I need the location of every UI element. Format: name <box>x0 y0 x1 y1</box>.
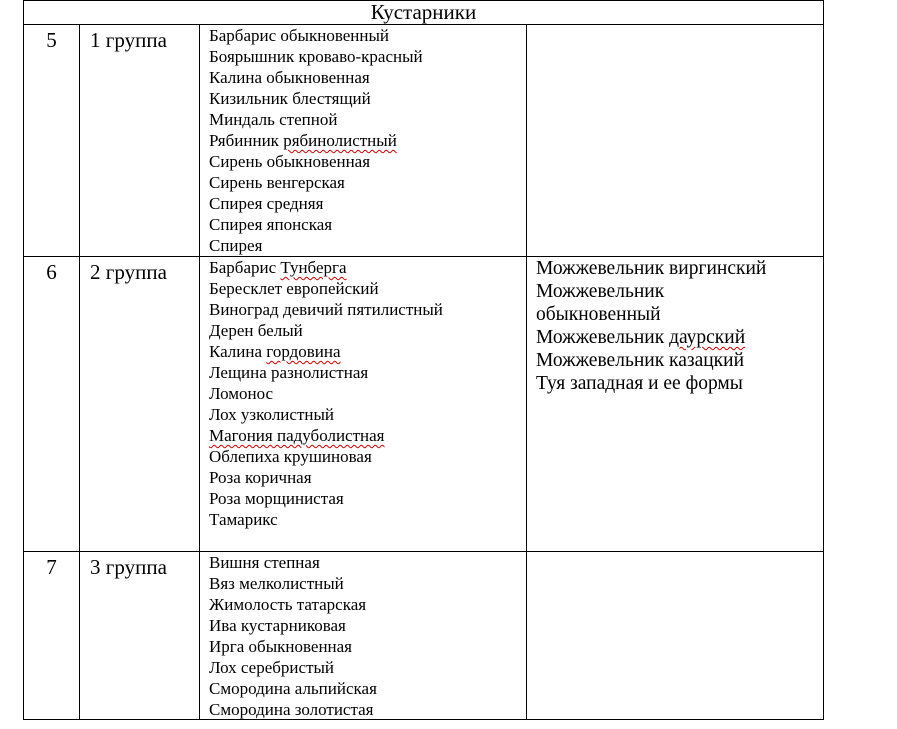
shrub-list <box>209 25 423 256</box>
list-item: Сирень обыкновенная <box>209 152 371 171</box>
list-item: Магония падуболистная <box>209 426 385 445</box>
list-item: Спирея средняя <box>209 194 324 213</box>
list-item: Боярышник кроваво-красный <box>209 47 423 66</box>
border-bottom <box>23 719 824 720</box>
list-item: Ломонос <box>209 384 274 403</box>
list-item: Жимолость татарская <box>209 595 367 614</box>
list-item: Ива кустарниковая <box>209 616 346 635</box>
row-number: 7 <box>46 555 57 579</box>
list-item: обыкновенный <box>536 304 661 325</box>
shrub-list <box>209 552 377 720</box>
row-number: 5 <box>46 28 57 52</box>
border-row2-bottom <box>23 551 824 552</box>
list-item: Кизильник блестящий <box>209 89 371 108</box>
list-item: Сирень венгерская <box>209 173 345 192</box>
list-item: Рябинник рябинолистный <box>209 131 397 150</box>
border-header-bottom <box>23 24 824 25</box>
table-header: Кустарники <box>370 0 477 24</box>
list-item: Можжевельник казацкий <box>536 350 745 371</box>
shrubs-table <box>23 0 824 720</box>
list-item: Можжевельник даурский <box>536 327 746 348</box>
list-item: Дерен белый <box>209 321 303 340</box>
shrub-list <box>209 257 443 530</box>
list-item: Смородина альпийская <box>209 679 377 698</box>
list-item: Барбарис обыкновенный <box>209 26 390 45</box>
list-item: Миндаль степной <box>209 110 338 129</box>
group-label: 1 группа <box>90 28 167 52</box>
col-divider-2 <box>199 24 200 720</box>
list-item: Туя западная и ее формы <box>536 373 743 394</box>
list-item: Барбарис Тунберга <box>209 258 347 277</box>
group-label: 3 группа <box>90 555 167 579</box>
list-item: Можжевельник <box>536 281 665 302</box>
list-item: Бересклет европейский <box>209 279 379 298</box>
list-item: Лох серебристый <box>209 658 335 677</box>
list-item: Калина обыкновенная <box>209 68 370 87</box>
conifer-list <box>536 257 766 395</box>
row-number: 6 <box>46 260 57 284</box>
list-item: Калина гордовина <box>209 342 341 361</box>
list-item: Виноград девичий пятилистный <box>209 300 443 319</box>
border-left <box>23 0 24 720</box>
list-item: Тамарикс <box>209 510 278 529</box>
list-item: Ирга обыкновенная <box>209 637 353 656</box>
list-item: Спирея японская <box>209 215 333 234</box>
list-item: Роза коричная <box>209 468 312 487</box>
border-right <box>823 0 824 720</box>
list-item: Можжевельник виргинский <box>536 258 767 279</box>
list-item: Вяз мелколистный <box>209 574 344 593</box>
list-item: Роза морщинистая <box>209 489 344 508</box>
list-item: Спирея <box>209 236 263 255</box>
col-divider-1 <box>79 24 80 720</box>
list-item: Лох узколистный <box>209 405 334 424</box>
col-divider-3 <box>526 24 527 720</box>
list-item: Лещина разнолистная <box>209 363 369 382</box>
list-item: Облепиха крушиновая <box>209 447 372 466</box>
group-label: 2 группа <box>90 260 167 284</box>
list-item: Вишня степная <box>209 553 320 572</box>
list-item: Смородина золотистая <box>209 700 374 719</box>
